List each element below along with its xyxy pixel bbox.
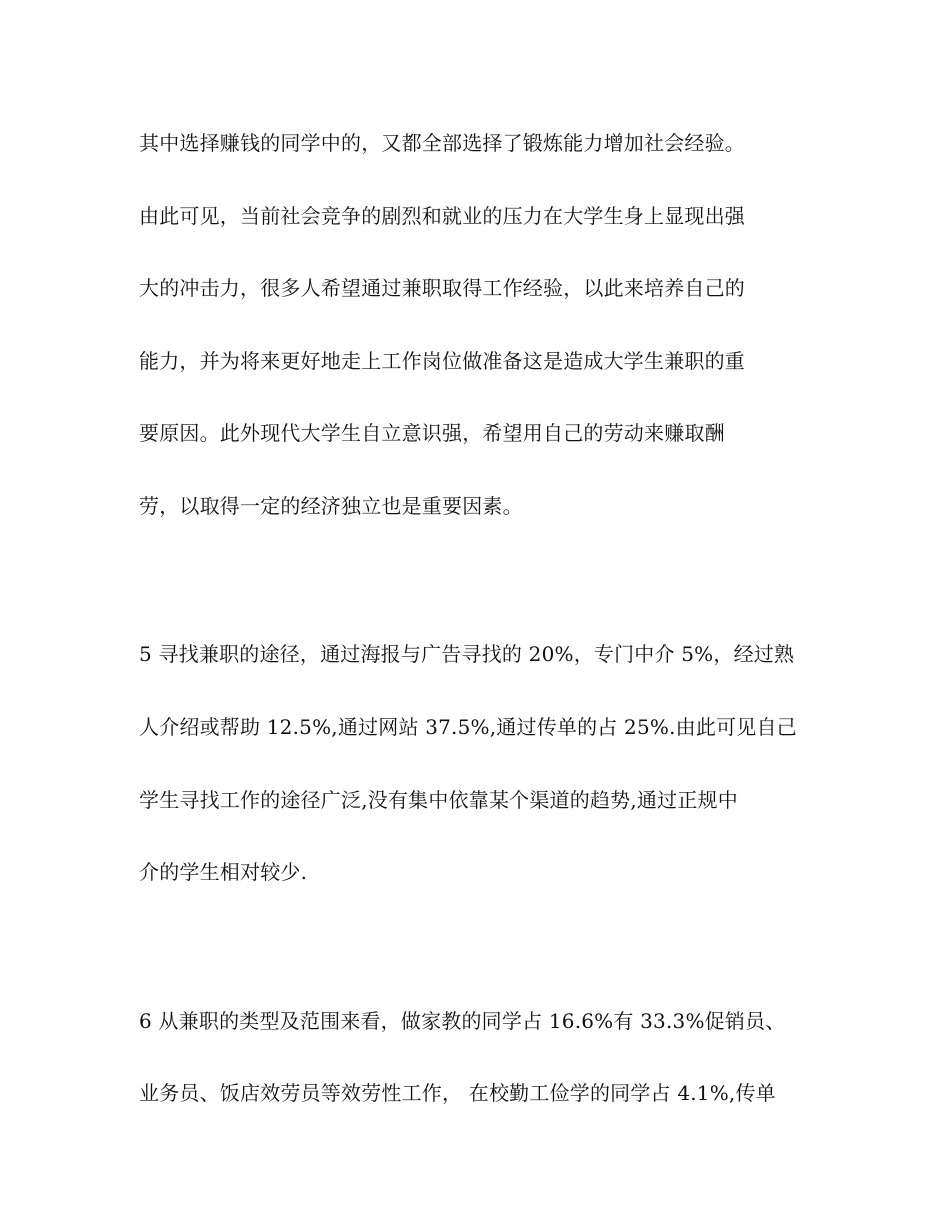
text-line: 人介绍或帮助 12.5%,通过网站 37.5%,通过传单的占 25%.由此可见自己 xyxy=(139,715,797,739)
text-line: 6 从兼职的类型及范围来看，做家教的同学占 16.6%有 33.3%促销员、 xyxy=(139,1009,786,1033)
text-line: 劳，以取得一定的经济独立也是重要因素。 xyxy=(139,494,523,518)
text-line: 介的学生相对较少. xyxy=(139,860,308,884)
text-line: 其中选择赚钱的同学中的，又都全部选择了锻炼能力增加社会经验。 xyxy=(139,131,745,155)
text-line: 由此可见，当前社会竞争的剧烈和就业的压力在大学生身上显现出强 xyxy=(139,204,745,228)
text-line: 业务员、饭店效劳员等效劳性工作， 在校勤工俭学的同学占 4.1%,传单 xyxy=(139,1081,776,1105)
text-line: 学生寻找工作的途径广泛,没有集中依靠某个渠道的趋势,通过正规中 xyxy=(139,788,738,812)
text-line: 能力，并为将来更好地走上工作岗位做准备这是造成大学生兼职的重 xyxy=(139,349,745,373)
text-line: 5 寻找兼职的途径，通过海报与广告寻找的 20%，专门中介 5%，经过熟 xyxy=(139,642,795,666)
text-line: 大的冲击力，很多人希望通过兼职取得工作经验，以此来培养自己的 xyxy=(139,276,745,300)
text-line: 要原因。此外现代大学生自立意识强，希望用自己的劳动来赚取酬 xyxy=(139,421,725,445)
